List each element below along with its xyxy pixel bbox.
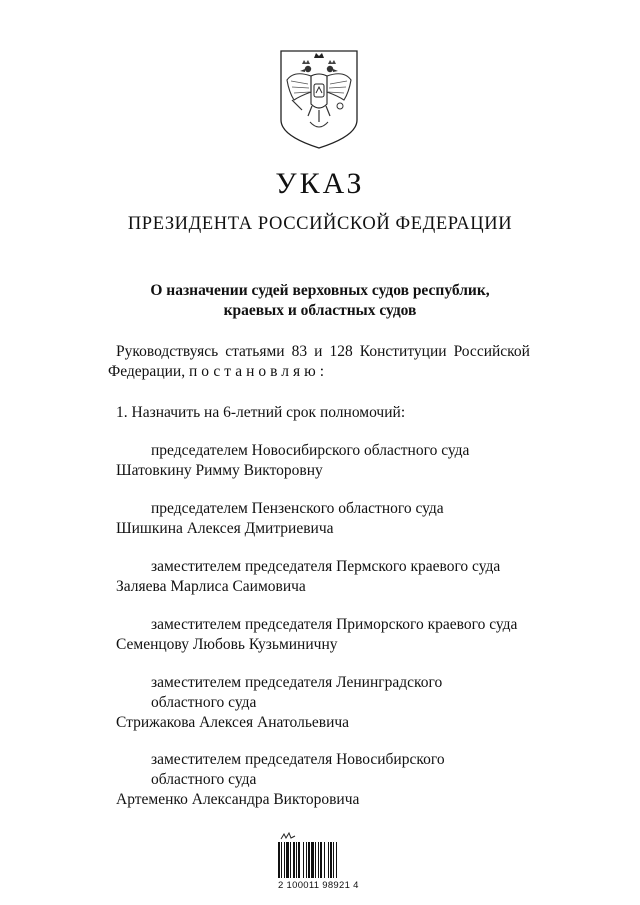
heading-line-1: О назначении судей верховных судов республик, [150, 282, 490, 299]
appointee-name: Артеменко Александра Викторовича [116, 791, 360, 808]
appointee-name: Шатовкину Римму Викторовну [116, 462, 323, 479]
preamble-word: Российской [453, 343, 530, 360]
preamble-line-2 [108, 362, 530, 382]
appointee-name: Шишкина Алексея Дмитриевича [116, 520, 334, 537]
decree-title: УКАЗ [275, 167, 365, 200]
appointment-block [116, 750, 546, 810]
appointment-block [116, 499, 546, 539]
decree-word: постановляю: [188, 363, 329, 380]
preamble-line-2-start: Федерации, [108, 363, 186, 380]
decree-subtitle: ПРЕЗИДЕНТА РОССИЙСКОЙ ФЕДЕРАЦИИ [127, 214, 513, 234]
appointment-position: председателем Пензенского областного суда [151, 500, 444, 517]
appointment-position: заместителем председателя Ленинградского [151, 674, 443, 691]
appointment-position: председателем Новосибирского областного суда [151, 442, 470, 459]
appointment-position: заместителем председателя Новосибирского [151, 751, 445, 768]
appointment-position-cont: областного суда [151, 694, 257, 711]
decree-heading [0, 281, 640, 321]
preamble-line-1 [116, 342, 530, 362]
item-1: 1. Назначить на 6-летний срок полномочий: [116, 404, 406, 421]
appointee-name: Стрижакова Алексея Анатольевича [116, 714, 350, 731]
preamble-word: Руководствуясь [116, 343, 219, 360]
preamble-word: статьями [225, 343, 285, 360]
appointment-block [116, 615, 546, 655]
appointment-block [116, 441, 546, 481]
preamble-paragraph [108, 342, 530, 382]
russian-coat-of-arms-icon [278, 48, 360, 150]
appointment-position: заместителем председателя Пермского краевого суда [151, 558, 501, 575]
appointee-name: Заляева Марлиса Саимовича [116, 578, 306, 595]
printer-mark-icon [280, 832, 296, 840]
appointment-block [116, 557, 546, 597]
barcode-icon [278, 842, 362, 878]
appointment-block [116, 673, 546, 733]
preamble-word: Конституции [359, 343, 447, 360]
barcode-stripe [337, 842, 339, 878]
heading-line-2: краевых и областных судов [223, 302, 417, 319]
preamble-word: 128 [329, 343, 353, 360]
appointment-position: заместителем председателя Приморского краевого суда [151, 616, 518, 633]
appointee-name: Семенцову Любовь Кузьминичну [116, 636, 338, 653]
barcode [278, 832, 362, 894]
barcode-number: 2 100011 98921 4 [278, 880, 359, 891]
preamble-word: 83 [291, 343, 308, 360]
appointment-position-cont: областного суда [151, 771, 257, 788]
preamble-word: и [314, 343, 323, 360]
